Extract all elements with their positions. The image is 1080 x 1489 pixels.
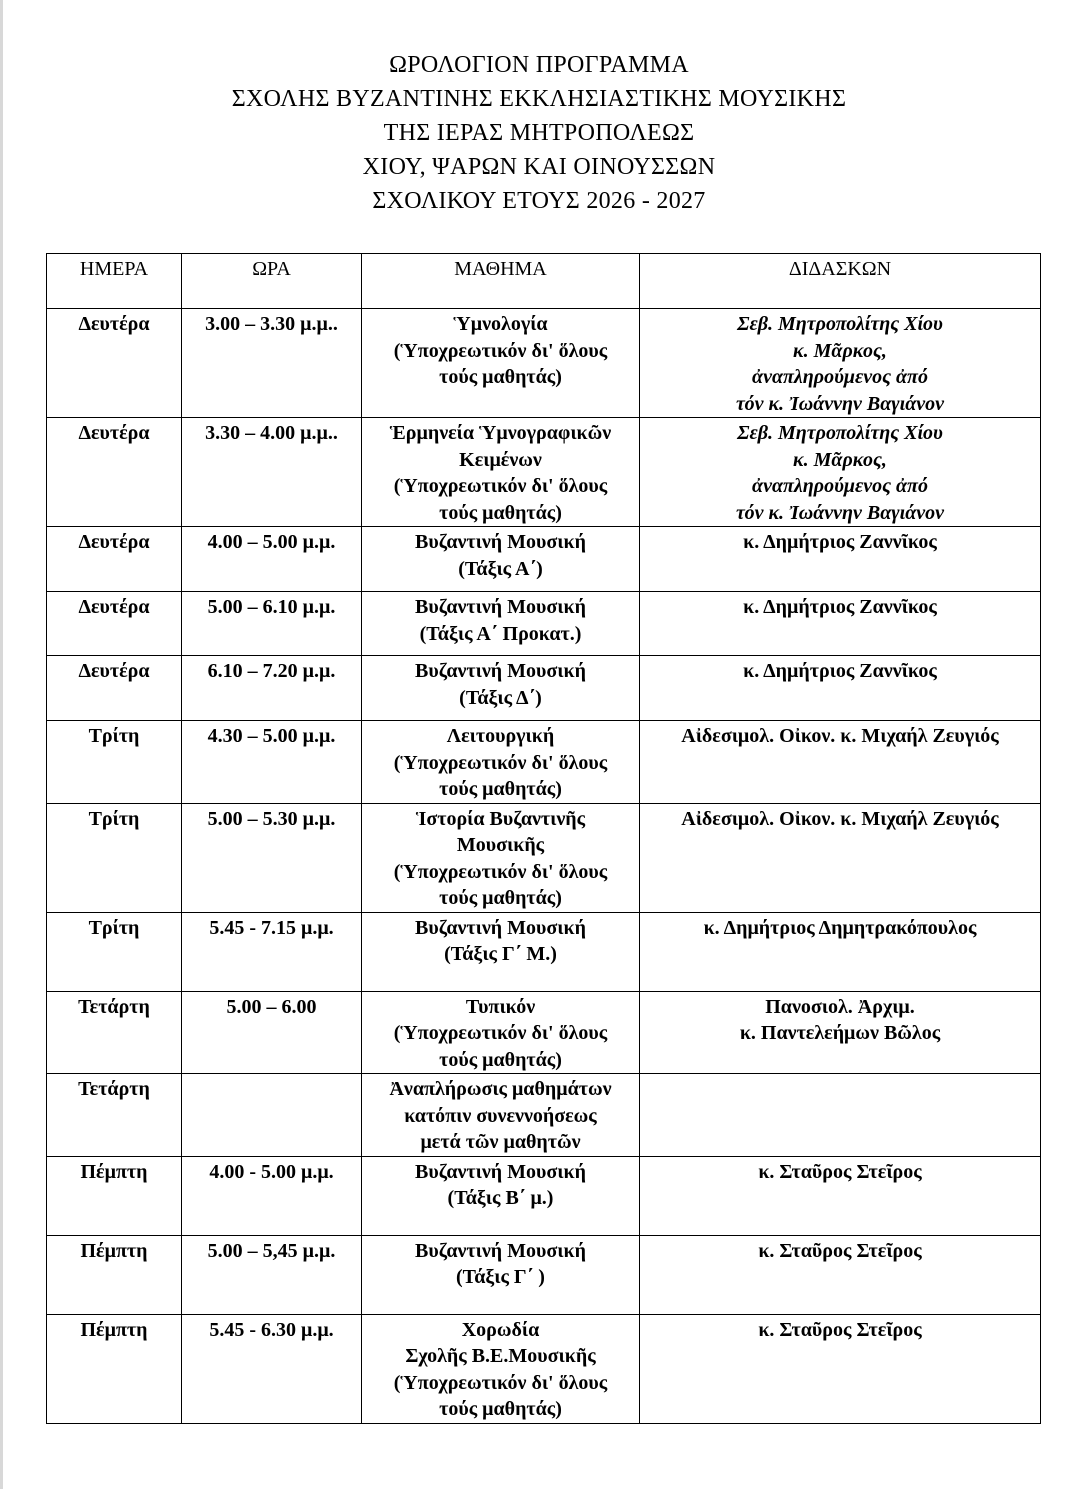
cell-day: Δευτέρα [47, 592, 182, 656]
cell-lesson [362, 1235, 640, 1314]
lesson-line: τούς μαθητάς) [439, 1048, 562, 1071]
table-row [47, 803, 1041, 912]
lesson-line: (Τάξις Γ΄ ) [456, 1266, 545, 1288]
lesson-line: Βυζαντινή Μουσική [415, 596, 586, 618]
teacher-line: Πανοσιολ. Ἀρχιμ. [765, 995, 915, 1018]
cell-time: 4.30 – 5.00 μ.μ. [182, 721, 362, 804]
table-row [47, 721, 1041, 804]
cell-day: Τρίτη [47, 912, 182, 991]
lesson-line: (Τάξις Α΄) [458, 557, 543, 580]
table-row [47, 1235, 1041, 1314]
lesson-line: Ὑμνολογία [453, 313, 548, 335]
table-row [47, 309, 1041, 418]
lesson-line: κατόπιν συνεννοήσεως [404, 1104, 597, 1127]
cell-time: 4.00 - 5.00 μ.μ. [182, 1156, 362, 1235]
teacher-line: Σεβ. Μητροπολίτης Χίου [737, 313, 943, 335]
cell-time: 5.00 – 5,45 μ.μ. [182, 1235, 362, 1314]
cell-teacher [640, 309, 1041, 418]
teacher-line: κ. Σταῦρος Στεῖρος [758, 1160, 922, 1183]
teacher-line: κ. Σταῦρος Στεῖρος [758, 1239, 922, 1262]
teacher-line: ἀναπληρούμενος ἀπό [752, 366, 928, 388]
lesson-line: Λειτουργική [446, 725, 555, 747]
teacher-line: τόν κ. Ἰωάννην Βαγιάνον [735, 501, 945, 524]
teacher-line: κ. Δημήτριος Δημητρακόπουλος [703, 916, 977, 939]
cell-teacher [640, 592, 1041, 656]
table-row [47, 1156, 1041, 1235]
cell-lesson [362, 418, 640, 527]
title-line: ΣΧΟΛΗΣ ΒΥΖΑΝΤΙΝΗΣ ΕΚΚΛΗΣΙΑΣΤΙΚΗΣ ΜΟΥΣΙΚΗΣ [231, 86, 847, 112]
cell-lesson [362, 592, 640, 656]
cell-teacher [640, 1074, 1041, 1157]
cell-teacher [640, 527, 1041, 592]
cell-day: Πέμπτη [47, 1156, 182, 1235]
document-title [0, 48, 1080, 218]
teacher-line: Αἰδεσιμολ. Οἰκον. κ. Μιχαήλ Ζευγιός [681, 807, 999, 830]
cell-day: Τετάρτη [47, 991, 182, 1074]
lesson-line: Βυζαντινή Μουσική [415, 1239, 586, 1262]
lesson-line: Σχολῆς Β.Ε.Μουσικῆς [405, 1345, 596, 1367]
lesson-line: Βυζαντινή Μουσική [415, 916, 586, 939]
cell-teacher [640, 418, 1041, 527]
cell-time [182, 1074, 362, 1157]
cell-lesson [362, 1074, 640, 1157]
lesson-line: τούς μαθητάς) [439, 501, 562, 524]
cell-teacher [640, 721, 1041, 804]
cell-lesson [362, 309, 640, 418]
table-row [47, 1314, 1041, 1423]
cell-time: 5.00 – 6.10 μ.μ. [182, 592, 362, 656]
lesson-line: Τυπικόν [465, 995, 536, 1018]
lesson-line: (Ὑποχρεωτικόν δι' ὅλους [393, 339, 608, 362]
cell-day: Πέμπτη [47, 1314, 182, 1423]
cell-time: 4.00 – 5.00 μ.μ. [182, 527, 362, 592]
lesson-line: (Τάξις Β΄ μ.) [447, 1187, 554, 1209]
cell-day: Δευτέρα [47, 418, 182, 527]
cell-lesson [362, 803, 640, 912]
table-row [47, 418, 1041, 527]
table-row [47, 991, 1041, 1074]
teacher-line: κ. Μᾶρκος, [793, 448, 887, 471]
cell-time: 6.10 – 7.20 μ.μ. [182, 656, 362, 721]
cell-day: Τρίτη [47, 721, 182, 804]
cell-time: 5.00 – 6.00 [182, 991, 362, 1074]
schedule-body [47, 309, 1041, 1424]
lesson-line: (Τάξις Δ΄) [459, 686, 542, 709]
cell-day: Πέμπτη [47, 1235, 182, 1314]
cell-lesson [362, 656, 640, 721]
lesson-line: Ἱστορία Βυζαντινῆς [415, 807, 586, 830]
lesson-line: Βυζαντινή Μουσική [415, 660, 586, 682]
teacher-line: κ. Δημήτριος Ζαννῖκος [743, 531, 937, 553]
header-teacher: ΔΙΔΑΣΚΩΝ [640, 254, 1041, 309]
lesson-line: Ἀναπλήρωσις μαθημάτων [389, 1078, 612, 1100]
cell-time: 3.00 – 3.30 μ.μ.. [182, 309, 362, 418]
cell-teacher [640, 1156, 1041, 1235]
title-line: ΧΙΟΥ, ΨΑΡΩΝ ΚΑΙ ΟΙΝΟΥΣΣΩΝ [362, 154, 716, 180]
cell-teacher [640, 803, 1041, 912]
cell-lesson [362, 721, 640, 804]
cell-lesson [362, 527, 640, 592]
cell-lesson [362, 1314, 640, 1423]
schedule-table [46, 253, 1041, 1424]
table-row [47, 656, 1041, 721]
lesson-line: (Τάξις Α΄ Προκατ.) [419, 622, 582, 645]
teacher-line: κ. Δημήτριος Ζαννῖκος [743, 596, 937, 618]
lesson-line: τούς μαθητάς) [439, 1398, 562, 1420]
cell-day: Δευτέρα [47, 309, 182, 418]
teacher-line: κ. Δημήτριος Ζαννῖκος [743, 660, 937, 682]
teacher-line: Σεβ. Μητροπολίτης Χίου [737, 422, 943, 444]
cell-time: 3.30 – 4.00 μ.μ.. [182, 418, 362, 527]
header-day: ΗΜΕΡΑ [47, 254, 182, 309]
cell-teacher [640, 991, 1041, 1074]
lesson-line: Βυζαντινή Μουσική [415, 531, 586, 553]
title-line: ΤΗΣ ΙΕΡΑΣ ΜΗΤΡΟΠΟΛΕΩΣ [383, 120, 695, 146]
cell-lesson [362, 1156, 640, 1235]
cell-time: 5.00 – 5.30 μ.μ. [182, 803, 362, 912]
lesson-line: Χορωδία [461, 1318, 540, 1341]
header-time: ΩΡΑ [182, 254, 362, 309]
teacher-line: κ. Μᾶρκος, [793, 339, 887, 362]
header-lesson: ΜΑΘΗΜΑ [362, 254, 640, 309]
lesson-line: (Ὑποχρεωτικόν δι' ὅλους [393, 1371, 608, 1394]
lesson-line: Ἑρμηνεία Ὑμνογραφικῶν [389, 422, 612, 444]
teacher-line: κ. Παντελεήμων Βῶλος [739, 1022, 941, 1044]
lesson-line: (Ὑποχρεωτικόν δι' ὅλους [393, 475, 608, 497]
teacher-line: Αἰδεσιμολ. Οἰκον. κ. Μιχαήλ Ζευγιός [681, 725, 999, 747]
table-row [47, 912, 1041, 991]
cell-lesson [362, 991, 640, 1074]
table-row [47, 592, 1041, 656]
cell-time: 5.45 - 6.30 μ.μ. [182, 1314, 362, 1423]
title-line: ΩΡΟΛΟΓΙΟΝ ΠΡΟΓΡΑΜΜΑ [389, 52, 689, 78]
teacher-line: κ. Σταῦρος Στεῖρος [758, 1318, 922, 1341]
teacher-line: τόν κ. Ἰωάννην Βαγιάνον [735, 392, 945, 415]
lesson-line: (Τάξις Γ΄ Μ.) [444, 943, 557, 965]
table-row [47, 527, 1041, 592]
lesson-line: (Ὑποχρεωτικόν δι' ὅλους [393, 1022, 608, 1044]
lesson-line: τούς μαθητάς) [439, 366, 562, 388]
cell-teacher [640, 1314, 1041, 1423]
lesson-line: Κειμένων [459, 448, 542, 471]
lesson-line: μετά τῶν μαθητῶν [420, 1131, 581, 1153]
table-row [47, 1074, 1041, 1157]
lesson-line: Μουσικῆς [456, 834, 545, 856]
cell-teacher [640, 656, 1041, 721]
cell-day: Τετάρτη [47, 1074, 182, 1157]
cell-lesson [362, 912, 640, 991]
title-line: ΣΧΟΛΙΚΟΥ ΕΤΟΥΣ 2026 - 2027 [372, 188, 706, 214]
cell-teacher [640, 1235, 1041, 1314]
cell-teacher [640, 912, 1041, 991]
teacher-line: ἀναπληρούμενος ἀπό [752, 475, 928, 497]
lesson-line: τούς μαθητάς) [439, 778, 562, 800]
page-edge-shadow [0, 0, 3, 1489]
cell-day: Δευτέρα [47, 656, 182, 721]
cell-time: 5.45 - 7.15 μ.μ. [182, 912, 362, 991]
lesson-line: (Ὑποχρεωτικόν δι' ὅλους [393, 751, 608, 774]
lesson-line: τούς μαθητάς) [439, 887, 562, 909]
cell-day: Τρίτη [47, 803, 182, 912]
lesson-line: Βυζαντινή Μουσική [415, 1160, 586, 1183]
lesson-line: (Ὑποχρεωτικόν δι' ὅλους [393, 860, 608, 883]
header-row [47, 254, 1041, 309]
cell-day: Δευτέρα [47, 527, 182, 592]
